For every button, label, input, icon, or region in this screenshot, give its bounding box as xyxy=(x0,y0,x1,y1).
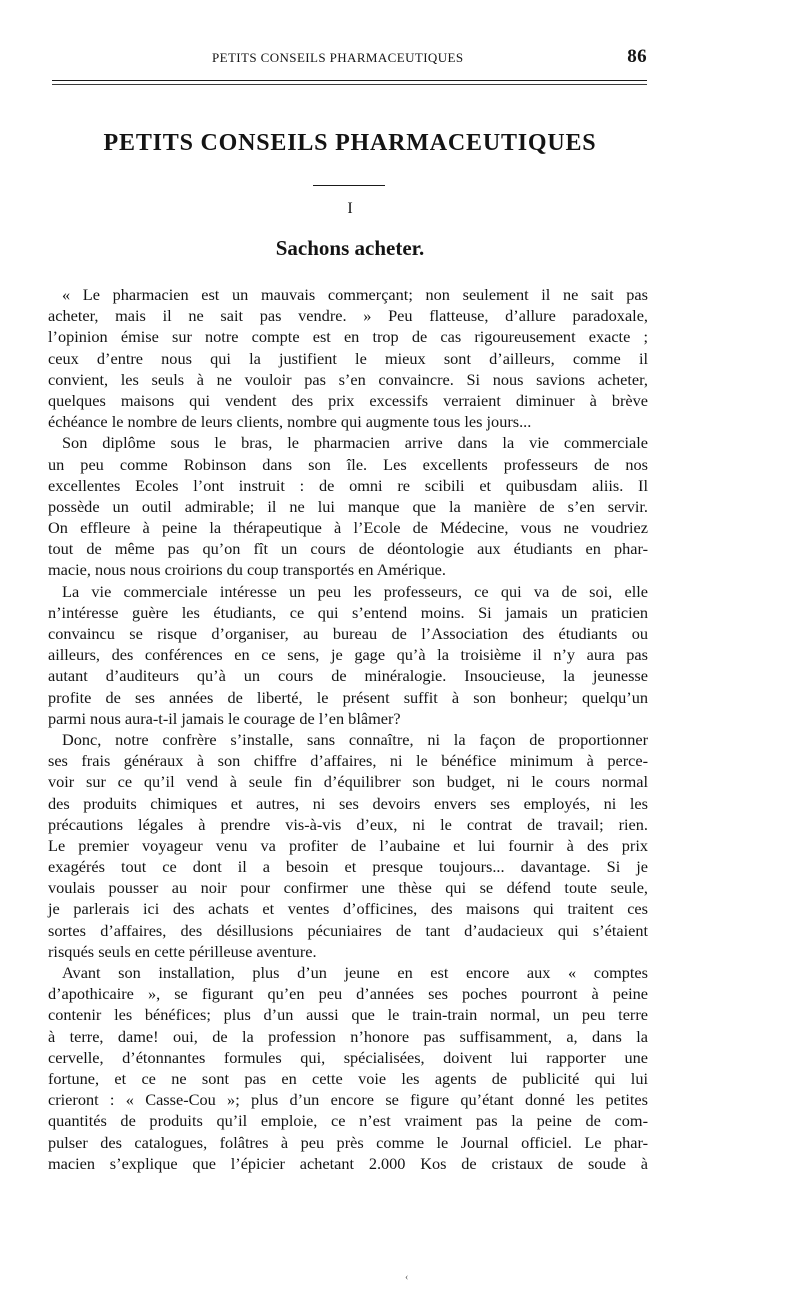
text-line: fortune, et ce ne sont pas en cette voie les agents de publicité qui lui xyxy=(48,1068,648,1088)
text-line: autant d’auditeurs qu’à un cours de minéralogie. Insoucieuse, la jeunesse xyxy=(48,666,648,686)
text-line: excellentes Ecoles l’ont instruit : de omni re scibili et quibusdam aliis. Il xyxy=(48,475,648,495)
body-text xyxy=(48,284,648,1174)
text-line: ses frais généraux à son chiffre d’affaires, ni le bénéfice minimum à perce- xyxy=(48,751,648,771)
text-line: Le premier voyageur venu va profiter de l’aubaine et lui fournir à des prix xyxy=(48,835,648,855)
text-line: On effleure à peine la thérapeutique à l’Ecole de Médecine, vous ne voudriez xyxy=(48,518,648,538)
text-line: échéance le nombre de leurs clients, nombre qui augmente tous les jours... xyxy=(48,412,532,432)
text-line: sortes d’affaires, des désillusions pécuniaires de tant d’audacieux qui s’étaient xyxy=(48,920,648,940)
text-line: voulais pousser au noir pour confirmer une thèse qui se défend toute seule, xyxy=(48,878,648,898)
text-line: parmi nous aura-t-il jamais le courage de l’en blâmer? xyxy=(48,708,401,728)
text-line: convaincu se risque d’organiser, au bureau de l’Association des étudiants ou xyxy=(48,624,648,643)
running-title: PETITS CONSEILS PHARMACEUTIQUES xyxy=(212,50,464,65)
text-line: risqués seuls en cette périlleuse aventure. xyxy=(48,941,317,961)
text-line: d’apothicaire », se figurant qu’en peu d’années ses poches pourront à peine xyxy=(48,984,648,1004)
text-line: ceux d’entre nous qui la justifient le mieux sont d’ailleurs, comme il xyxy=(48,348,648,368)
text-line: pulser des catalogues, folâtres à peu près comme le Journal officiel. Le phar- xyxy=(48,1132,648,1152)
text-line: l’opinion émise sur notre compte est en trop de cas rigoureusement exacte ; xyxy=(48,327,648,347)
text-line: Donc, notre confrère s’installe, sans connaître, ni la façon de proportionner xyxy=(62,729,648,749)
text-line: crieront : « Casse-Cou »; plus d’un encore se figure qu’étant donné les petites xyxy=(48,1090,648,1110)
text-line: ailleurs, des conférences en ce sens, je gage qu’à la troisième il n’y aura pas xyxy=(48,645,648,665)
text-line: à terre, dame! oui, de la profession n’honore pas suffisamment, a, dans la xyxy=(48,1026,648,1046)
text-line: macie, nous nous croirions du coup transportés en Amérique. xyxy=(48,560,446,580)
title-divider xyxy=(313,185,385,186)
text-line: tout de même pas qu’on fît un cours de déontologie aux étudiants en phar- xyxy=(48,539,648,559)
text-line: exagérés tout ce dont il a besoin et presque toujours... davantage. Si je xyxy=(48,857,648,877)
text-line: « Le pharmacien est un mauvais commerçant; non seulement il ne sait pas xyxy=(62,285,648,304)
text-line: voir sur ce qu’il vend à seule fin d’équilibrer son budget, ni le cours normal xyxy=(48,772,648,792)
text-line: profite de ses années de liberté, le présent suffit à son bonheur; quelqu’un xyxy=(48,687,648,707)
text-line: La vie commerciale intéresse un peu les professeurs, ce qui va de soi, elle xyxy=(62,581,648,601)
text-line: je parlerais ici des achats et ventes d’officines, des maisons qui traitent ces xyxy=(48,899,648,919)
section-title: Sachons acheter. xyxy=(275,236,425,260)
text-line: précautions légales à prendre vis-à-vis d’eux, ni le contrat de travail; rien. xyxy=(48,814,648,834)
text-line: Son diplôme sous le bras, le pharmacien arrive dans la vie commerciale xyxy=(62,433,648,453)
text-line: des produits chimiques et autres, ni ses devoirs envers ses employés, ni les xyxy=(48,793,648,813)
section-number: I xyxy=(347,200,353,217)
text-line: cervelle, d’étonnantes formules qui, spécialisées, doivent lui rapporter une xyxy=(48,1047,648,1067)
header-rule xyxy=(52,80,647,81)
header-rule-second xyxy=(52,84,647,85)
text-line: possède un outil admirable; il ne lui manque que la manière de s’en servir. xyxy=(48,496,648,516)
text-line: contenir les bénéfices; plus d’un aussi que le train-train normal, un peu terre xyxy=(48,1005,648,1025)
text-line: convient, les seuls à ne vouloir pas s’en convaincre. Si nous savions acheter, xyxy=(48,369,648,389)
text-line: quantités de produits qu’il emploie, ce n’est vraiment pas la peine de com- xyxy=(48,1111,648,1131)
text-line: acheter, mais il ne sait pas vendre. » Peu flatteuse, d’allure paradoxale, xyxy=(48,306,648,326)
running-head xyxy=(52,46,647,70)
article-title: PETITS CONSEILS PHARMACEUTIQUES xyxy=(103,130,597,156)
page-mark: ‹ xyxy=(405,1272,409,1283)
page-number: 86 xyxy=(627,46,647,67)
text-line: macien s’explique que l’épicier achetant 2.000 Kos de cristaux de soude à xyxy=(48,1153,648,1173)
text-line: n’intéresse guère les étudiants, ce qui s’entend moins. Si jamais un praticien xyxy=(48,602,648,622)
text-line: un peu comme Robinson dans son île. Les excellents professeurs de nos xyxy=(48,454,648,474)
text-line: Avant son installation, plus d’un jeune en est encore aux « comptes xyxy=(62,963,648,982)
text-line: quelques maisons qui vendent des prix excessifs verraient diminuer à brève xyxy=(48,390,648,410)
